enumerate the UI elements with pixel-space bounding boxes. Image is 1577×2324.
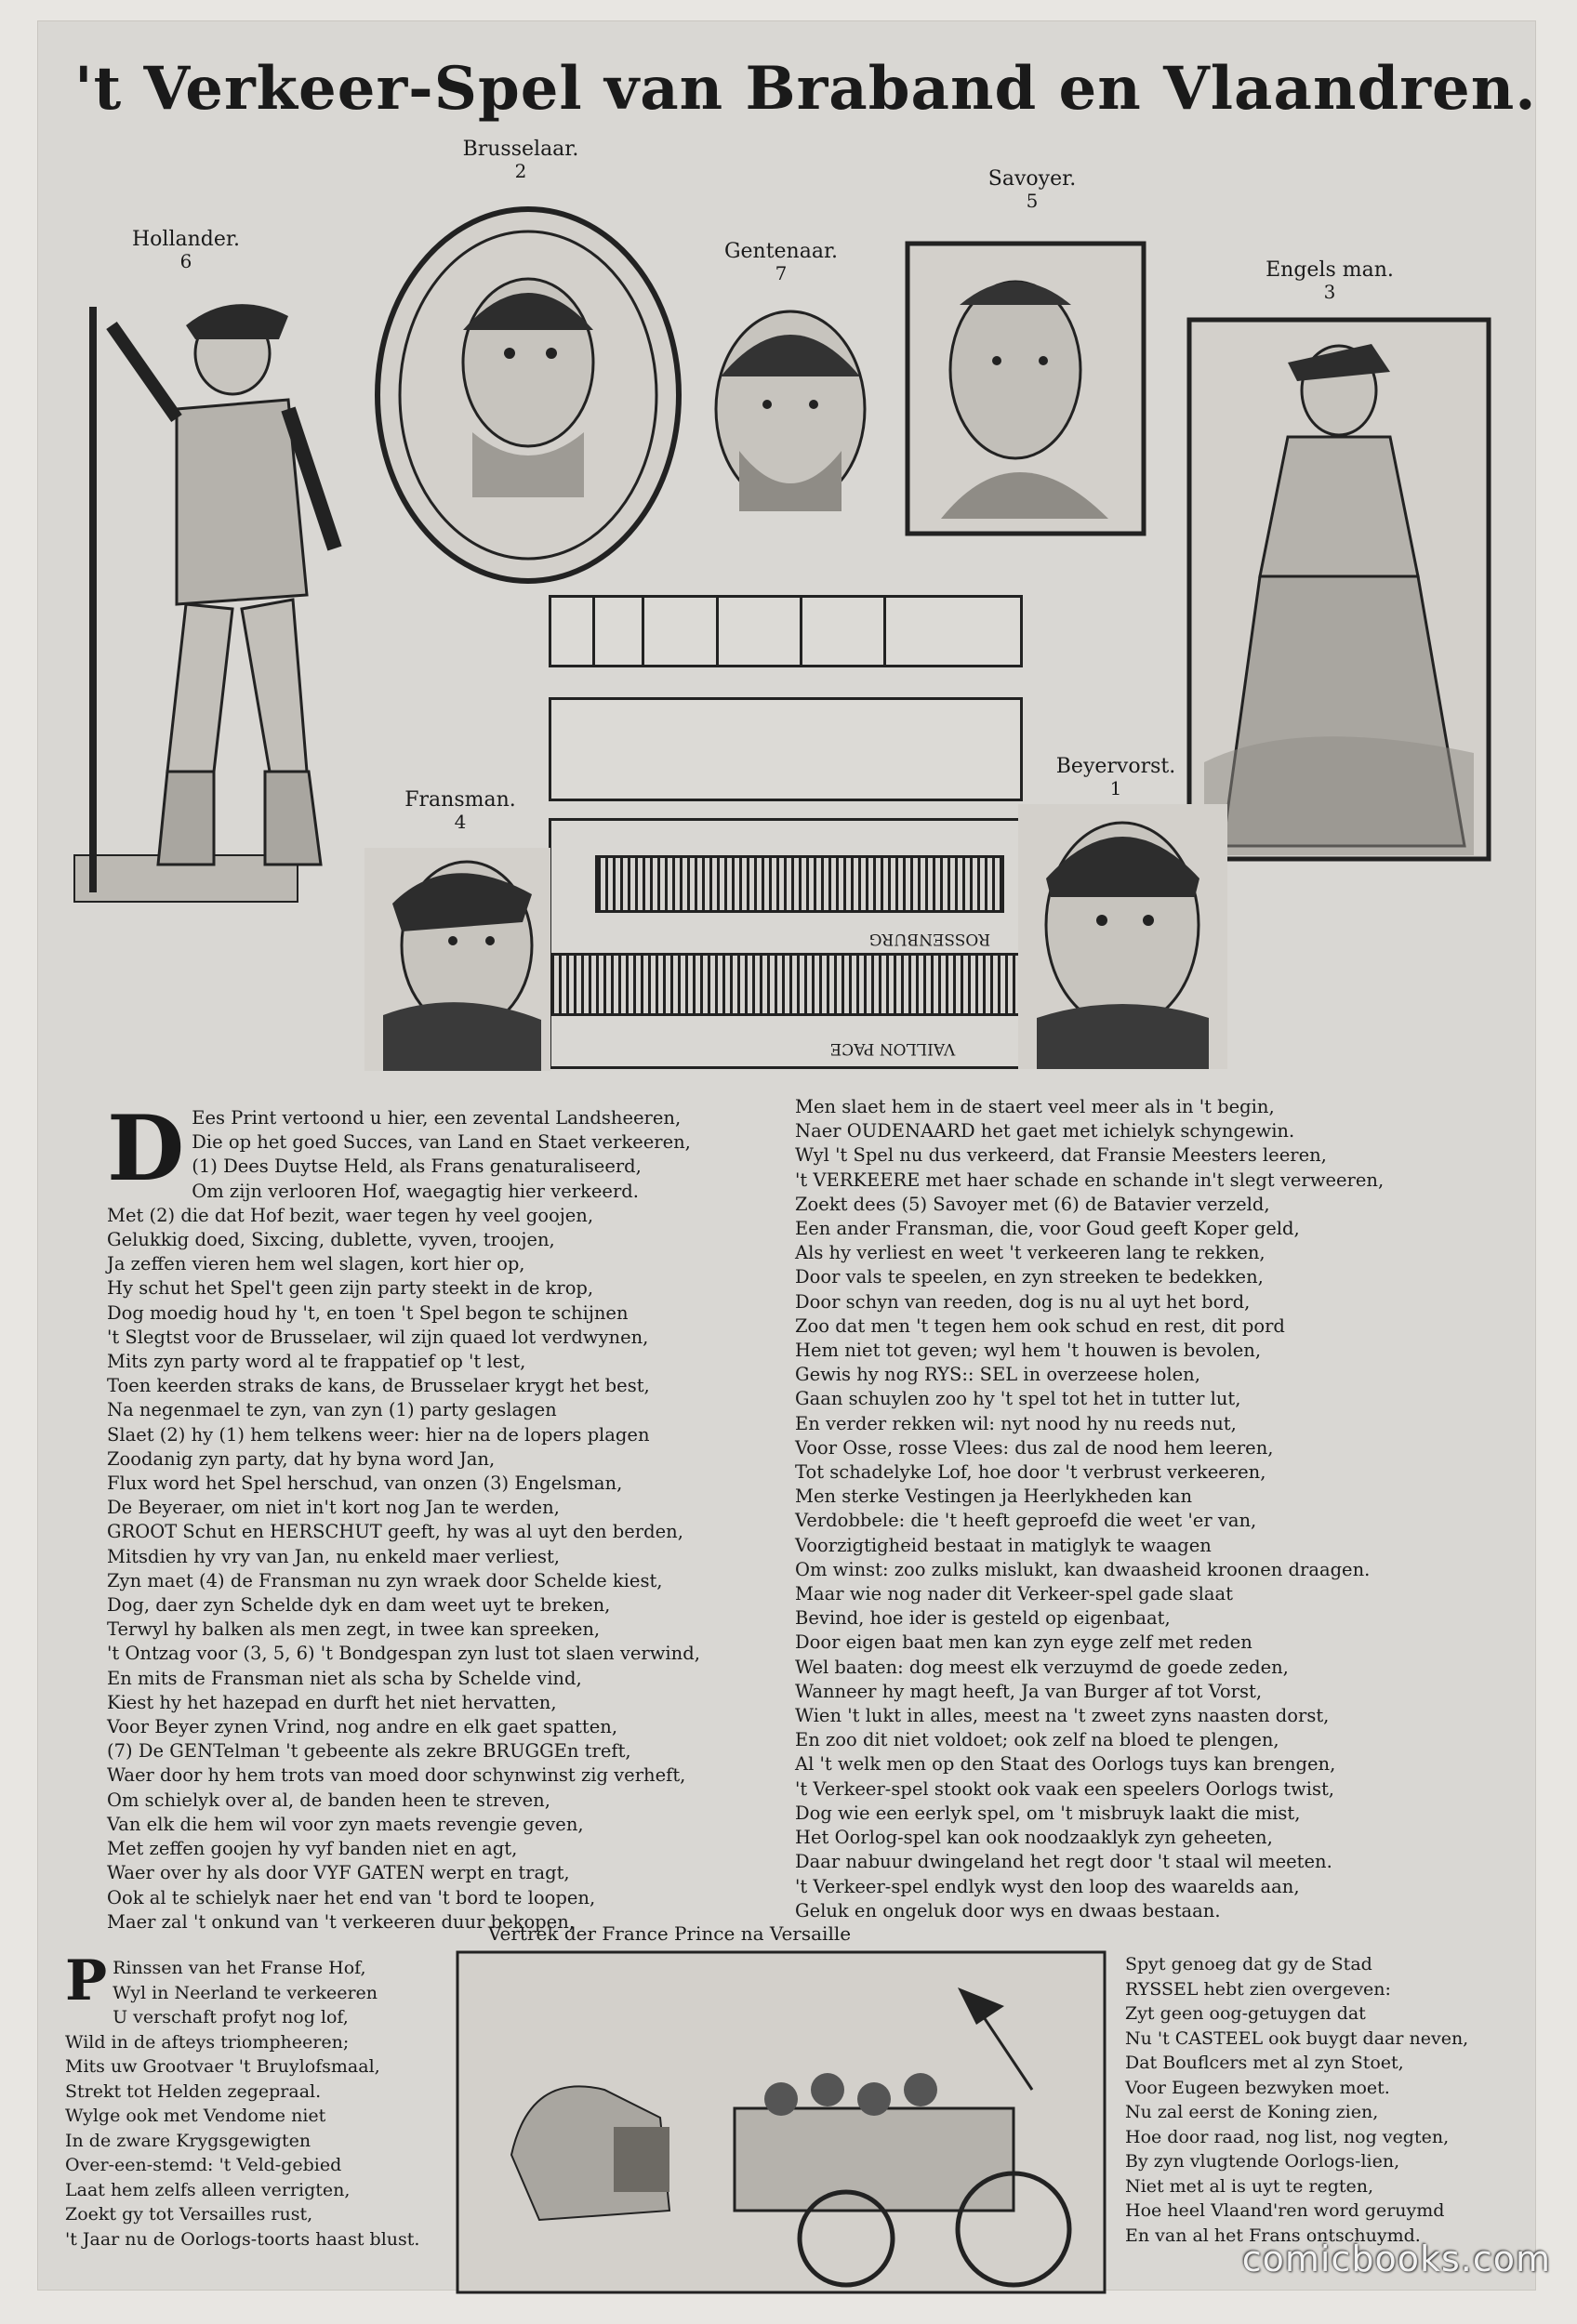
poem-bottom-left xyxy=(65,1948,446,2251)
poem-line: U verschaft profyt nog lof, xyxy=(113,2007,349,2027)
poem-left xyxy=(107,1096,776,1934)
board-divider-2 xyxy=(716,595,719,667)
poem-line: Naer OUDENAARD het gaet met ichielyk schyngewin. xyxy=(795,1120,1295,1142)
poem-line: En zoo dit niet voldoet; ook zelf na bloed te plengen, xyxy=(795,1729,1279,1751)
poem-line: Spyt genoeg dat gy de Stad xyxy=(1125,1954,1372,1974)
poem-line: Slaet (2) hy (1) hem telkens weer: hier na de lopers plagen xyxy=(107,1423,650,1446)
poem-line: Niet met al is uyt te regten, xyxy=(1125,2175,1374,2197)
poem-line: Dog wie een eerlyk spel, om 't misbruyk laakt die mist, xyxy=(795,1802,1301,1824)
figure-number: 4 xyxy=(454,811,467,834)
woodcut-savoyer xyxy=(904,240,1147,537)
poem-line: Waer over hy als door VYF GATEN werpt en tragt, xyxy=(107,1862,570,1884)
poem-line: Hoe door raad, nog list, nog vegten, xyxy=(1125,2126,1450,2147)
poem-line: Laat hem zelfs alleen verrigten, xyxy=(65,2179,351,2200)
poem-line: Verdobbele: die 't heeft geproefd die weet 'er van, xyxy=(795,1510,1257,1532)
poem-line: Geluk en ongeluk door wys en dwaas bestaan. xyxy=(795,1899,1221,1921)
poem-line: Men slaet hem in de staert veel meer als in 't begin, xyxy=(795,1096,1275,1117)
label-brusselaar xyxy=(446,138,595,182)
figure-name: Gentenaar. xyxy=(723,240,839,263)
poem-line: 't Slegtst voor de Brusselaer, wil zijn quaed lot verdwynen, xyxy=(107,1326,649,1348)
poem-line: Ja zeffen vieren hem wel slagen, kort hier op, xyxy=(107,1253,525,1275)
poem-line: Over-een-stemd: 't Veld-gebied xyxy=(65,2155,342,2175)
poem-line: Mits uw Grootvaer 't Bruylofsmaal, xyxy=(65,2056,380,2077)
poem-line: Een ander Fransman, die, voor Goud geeft Koper geld, xyxy=(795,1218,1300,1240)
watermark: comicbooks.com xyxy=(1241,2238,1551,2279)
poem-line: Flux word het Spel herschud, van onzen (3) Engelsman, xyxy=(107,1472,623,1495)
poem-line: Hoe heel Vlaand'ren word geruymd xyxy=(1125,2200,1445,2221)
board-divider-3 xyxy=(800,595,802,667)
label-fransman xyxy=(386,788,535,833)
poem-line: Met (2) die dat Hof bezit, waer tegen hy veel goojen, xyxy=(107,1204,594,1226)
poem-line: Wel baaten: dog meest elk verzuymd de goede zeden, xyxy=(795,1656,1289,1678)
poem-line: Daar nabuur dwingeland het regt door 't staal wil meeten. xyxy=(795,1851,1332,1873)
board-label-rossenburg: ROSSENBURG xyxy=(868,930,991,948)
poem-line: Zoodanig zyn party, dat hy byna word Jan, xyxy=(107,1447,496,1470)
poem-line: Men sterke Vestingen ja Heerlykheden kan xyxy=(795,1486,1193,1508)
poem-line: Ook al te schielyk naer het end van 't bord te loopen, xyxy=(107,1886,596,1908)
page-title: 't Verkeer-Spel van Braband en Vlaandren. xyxy=(74,54,1537,124)
board-divider-1 xyxy=(642,595,644,667)
poem-line: Kiest hy het hazepad en durft het niet hervatten, xyxy=(107,1691,557,1713)
poem-line: Na negenmael te zyn, van zyn (1) party geslagen xyxy=(107,1399,557,1421)
figure-name: Fransman. xyxy=(404,788,516,812)
poem-line: Dat Bouflcers met al zyn Stoet, xyxy=(1125,2053,1404,2073)
poem-line: Zyt geen oog-getuygen dat xyxy=(1125,2003,1366,2024)
poem-line: Nu zal eerst de Koning zien, xyxy=(1125,2102,1379,2122)
poem-line: Die op het goed Succes, van Land en Staet verkeeren, xyxy=(192,1131,691,1154)
poem-line: Mits zyn party word al te frappatief op 't lest, xyxy=(107,1351,526,1373)
poem-line: Bevind, hoe ider is gesteld op eigenbaat, xyxy=(795,1607,1171,1630)
poem-line: Om zijn verlooren Hof, waegagtig hier verkeerd. xyxy=(192,1180,639,1202)
figure-number: 6 xyxy=(179,250,192,273)
poem-line: En mits de Fransman niet als scha by Schelde vind, xyxy=(107,1667,582,1689)
board-label-vaillon-pace: VAILLON PACE xyxy=(829,1039,956,1058)
poem-line: GROOT Schut en HERSCHUT geeft, hy was al uyt den berden, xyxy=(107,1521,683,1543)
poem-line: Het Oorlog-spel kan ook noodzaaklyk zyn geheeten, xyxy=(795,1827,1273,1849)
poem-line: Toen keerden straks de kans, de Brusselaer krygt het best, xyxy=(107,1375,650,1397)
poem-line: Strekt tot Helden zegepraal. xyxy=(65,2080,322,2102)
poem-line: 't VERKEERE met haer schade en schande in't slegt verweeren, xyxy=(795,1169,1385,1191)
poem-line: Tot schadelyke Lof, hoe door 't verbrust verkeeren, xyxy=(795,1461,1266,1484)
label-hollander xyxy=(112,228,260,272)
poem-line: Dog moedig houd hy 't, en toen 't Spel begon te schijnen xyxy=(107,1301,629,1324)
board-top-panel xyxy=(549,595,1023,667)
dropcap-p: P xyxy=(65,1948,108,2014)
poem-line: Voor Beyer zynen Vrind, nog andre en elk gaet spatten, xyxy=(107,1716,618,1738)
poem-line: Wanneer hy magt heeft, Ja van Burger af tot Vorst, xyxy=(795,1680,1263,1702)
poem-line: Wyl in Neerland te verkeeren xyxy=(113,1982,378,2003)
poem-line: Gelukkig doed, Sixcing, dublette, vyven, troojen, xyxy=(107,1229,555,1251)
poem-line: Als hy verliest en weet 't verkeeren lang te rekken, xyxy=(795,1242,1266,1264)
poem-line: Rinssen van het Franse Hof, xyxy=(113,1958,366,1978)
label-savoyer xyxy=(958,167,1107,212)
figure-name: Hollander. xyxy=(132,228,240,251)
poem-line: Wylge ook met Vendome niet xyxy=(65,2106,326,2126)
poem-line: Voor Osse, rosse Vlees: dus zal de nood hem leeren, xyxy=(795,1436,1274,1459)
poem-line: Zoekt dees (5) Savoyer met (6) de Batavier verzeld, xyxy=(795,1193,1270,1215)
poem-line: Hy schut het Spel't geen zijn party steekt in de krop, xyxy=(107,1277,594,1300)
poem-line: Dog, daer zyn Schelde dyk en dam weet uyt te breken, xyxy=(107,1594,611,1617)
poem-line: RYSSEL hebt zien overgeven: xyxy=(1125,1978,1391,2000)
poem-line: Gaan schuylen zoo hy 't spel tot het in tutter lut, xyxy=(795,1388,1241,1410)
figure-name: Engels man. xyxy=(1266,258,1394,282)
label-engelsman xyxy=(1246,258,1413,303)
poem-line: Om winst: zoo zulks mislukt, kan dwaasheid kroonen draagen. xyxy=(795,1558,1371,1580)
figure-name: Beyervorst. xyxy=(1055,755,1176,778)
woodcut-beyervorst xyxy=(1018,804,1227,1069)
poem-line: Door eigen baat men kan zyn eyge zelf met reden xyxy=(795,1631,1252,1654)
poem-line: 't Ontzag voor (3, 5, 6) 't Bondgespan zyn lust tot slaen verwind, xyxy=(107,1643,700,1665)
poem-line: Zoo dat men 't tegen hem ook schud en rest, dit pord xyxy=(795,1314,1285,1337)
figure-name: Savoyer. xyxy=(987,167,1077,191)
poem-line: (1) Dees Duytse Held, als Frans genaturaliseerd, xyxy=(192,1155,642,1178)
poem-line: Wien 't lukt in alles, meest na 't zweet zyns naasten dorst, xyxy=(795,1705,1330,1727)
poem-line: Terwyl hy balken als men zegt, in twee kan spreeken, xyxy=(107,1618,601,1641)
figure-number: 3 xyxy=(1323,281,1336,304)
board-middle-panel xyxy=(549,697,1023,801)
poem-line: Hem niet tot geven; wyl hem 't houwen is bevolen, xyxy=(795,1340,1262,1362)
woodcut-fransman xyxy=(364,848,550,1071)
woodcut-engelsman xyxy=(1186,316,1492,865)
poem-line: Al 't welk men op den Staat des Oorlogs tuys kan brengen, xyxy=(795,1753,1336,1776)
poem-line: Voor Eugeen bezwyken moet. xyxy=(1125,2077,1390,2098)
figure-number: 1 xyxy=(1109,777,1122,800)
poem-line: Met zeffen goojen hy vyf banden niet en agt, xyxy=(107,1838,518,1860)
woodcut-brusselaar xyxy=(370,200,686,590)
board-emblem xyxy=(549,595,595,667)
dropcap-d: D xyxy=(107,1096,185,1201)
poem-line: Maar wie nog nader dit Verkeer-spel gade slaat xyxy=(795,1583,1233,1605)
poem-bottom-right xyxy=(1125,1952,1497,2248)
poem-line: Wyl 't Spel nu dus verkeerd, dat Fransie Meesters leeren, xyxy=(795,1144,1327,1167)
figure-number: 2 xyxy=(514,160,527,183)
poem-line: Wild in de afteys triompheeren; xyxy=(65,2031,350,2053)
poem-line: Ees Print vertoond u hier, een zevental Landsheeren, xyxy=(192,1107,682,1129)
carriage-caption: Vertrek der France Prince na Versaille xyxy=(487,1922,852,1945)
poem-line: 't Jaar nu de Oorlogs-toorts haast blust. xyxy=(65,2228,420,2250)
label-beyervorst xyxy=(1032,755,1199,799)
poem-line: Nu 't CASTEEL ook buygt daar neven, xyxy=(1125,2027,1469,2049)
poem-line: Door vals te speelen, en zyn streeken te bedekken, xyxy=(795,1266,1264,1288)
poem-line: Door schyn van reeden, dog is nu al uyt het bord, xyxy=(795,1290,1251,1313)
poem-line: En van al het Frans ontschuymd. xyxy=(1125,2225,1421,2246)
poem-line: 't Verkeer-spel stookt ook vaak een speelers Oorlogs twist, xyxy=(795,1777,1335,1800)
poem-line: Gewis hy nog RYS:: SEL in overzeese holen, xyxy=(795,1364,1200,1386)
poem-line: 't Verkeer-spel endlyk wyst den loop des waarelds aan, xyxy=(795,1875,1300,1897)
poem-line: Waer door hy hem trots van moed door schynwinst zig verheft, xyxy=(107,1764,686,1787)
woodcut-gentenaar xyxy=(702,302,879,516)
poem-line: De Beyeraer, om niet in't kort nog Jan te werden, xyxy=(107,1497,560,1519)
poem-line: In de zware Krygsgewigten xyxy=(65,2130,311,2151)
figure-number: 7 xyxy=(775,262,788,285)
poem-line: En verder rekken wil: nyt nood hy nu reeds nut, xyxy=(795,1412,1237,1434)
poem-line: Voorzigtigheid bestaat in matiglyk te waagen xyxy=(795,1534,1212,1556)
poem-line: (7) De GENTelman 't gebeente als zekre BRUGGEn treft, xyxy=(107,1740,631,1763)
poem-line: By zyn vlugtende Oorlogs-lien, xyxy=(1125,2151,1400,2172)
poem-line: Zyn maet (4) de Fransman nu zyn wraek door Schelde kiest, xyxy=(107,1569,663,1591)
poem-line: Zoekt gy tot Versailles rust, xyxy=(65,2204,313,2225)
woodcut-hollander xyxy=(56,288,372,911)
poem-line: Van elk die hem wil voor zyn maets revengie geven, xyxy=(107,1813,584,1835)
poem-line: Om schielyk over al, de banden heen te streven, xyxy=(107,1789,550,1811)
poem-right xyxy=(795,1095,1502,1923)
figure-number: 5 xyxy=(1026,190,1039,213)
poem-line: Mitsdien hy vry van Jan, nu enkeld maer verliest, xyxy=(107,1545,560,1567)
label-gentenaar xyxy=(707,240,855,284)
board-divider-4 xyxy=(883,595,886,667)
woodcut-carriage xyxy=(456,1950,1107,2294)
figure-name: Brusselaar. xyxy=(462,138,579,161)
poem-line: Maer zal 't onkund van 't verkeeren duur bekopen, xyxy=(107,1910,575,1933)
